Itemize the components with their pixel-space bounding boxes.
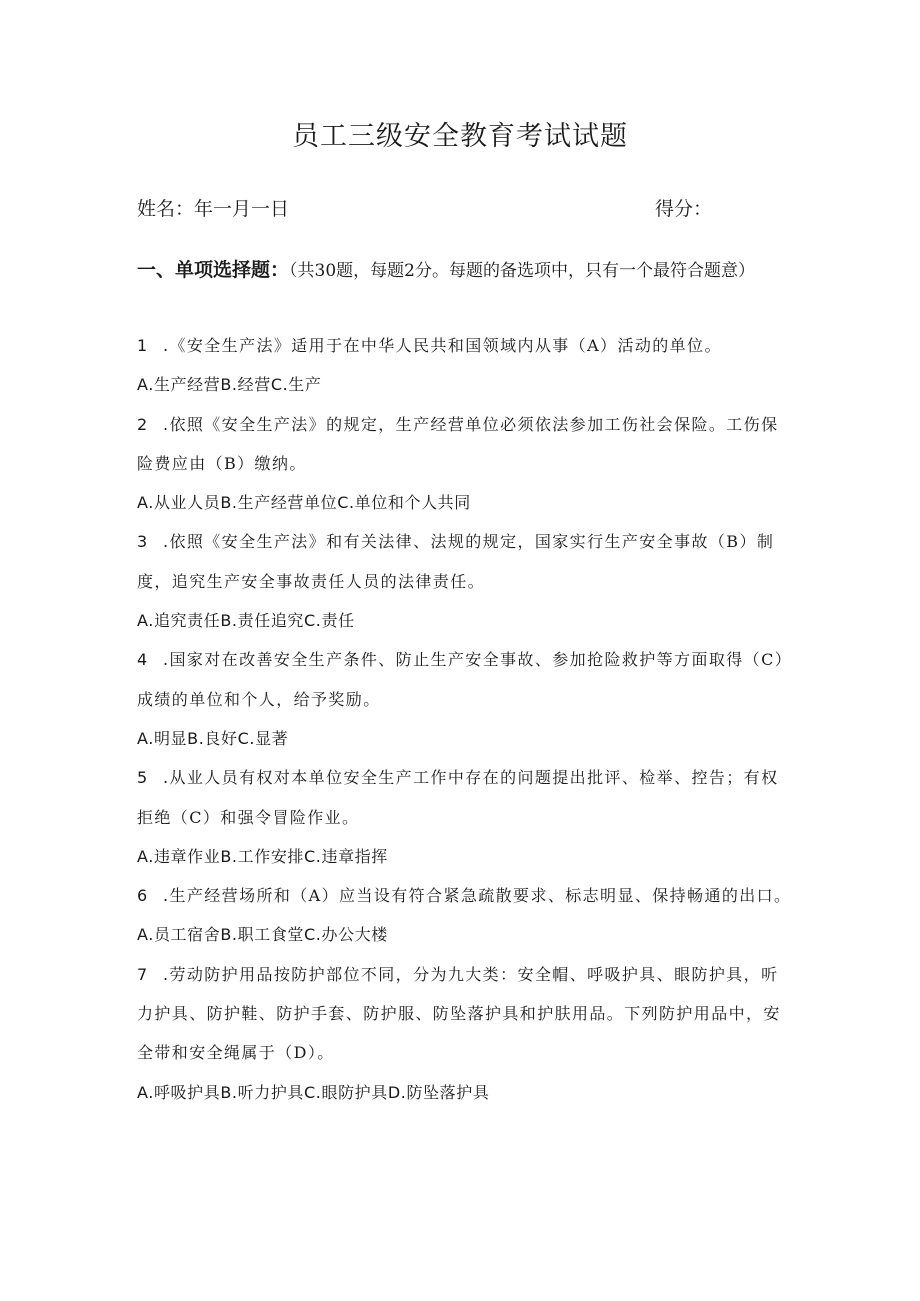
question-options: A.生产经营B.经营C.生产 <box>137 375 322 395</box>
question-text <box>137 640 792 719</box>
question-number: 1 <box>137 336 149 355</box>
question-number: 6 <box>137 886 149 906</box>
question-options: A.明显B.良好C.显著 <box>137 728 289 748</box>
question-number: 5 <box>137 768 149 788</box>
question-body: .国家对在改善安全生产条件、防止生产安全事故、参加抢险救护等方面取得（C）成绩的单位和个人，给予奖励。 <box>137 650 785 709</box>
question-item <box>137 326 792 405</box>
question-text <box>137 955 792 1073</box>
question-number: 4 <box>137 650 149 670</box>
question-text <box>137 326 792 365</box>
section-heading <box>137 252 792 290</box>
question-options: A.呼吸护具B.听力护具C.眼防护具D.防坠落护具 <box>137 1082 490 1102</box>
info-row <box>137 194 717 221</box>
question-body: .从业人员有权对本单位安全生产工作中存在的问题提出批评、检举、控告；有权拒绝（C）和强令冒险作业。 <box>137 768 779 827</box>
question-number: 3 <box>137 532 149 552</box>
question-body: .生产经营场所和（A）应当设有符合紧急疏散要求、标志明显、保持畅通的出口。 <box>163 886 792 906</box>
question-options: A.从业人员B.生产经营单位C.单位和个人共同 <box>137 493 471 513</box>
section-title: 一、单项选择题： <box>137 259 290 281</box>
page-title: 员工三级安全教育考试试题 <box>292 121 628 152</box>
question-body: .依照《安全生产法》和有关法律、法规的规定，国家实行生产安全事故（B）制度，追究生产安全事故责任人员的法律责任。 <box>137 532 775 591</box>
question-item <box>137 405 792 523</box>
question-text <box>137 876 792 915</box>
question-body: .《安全生产法》适用于在中华人民共和国领域内从事（A）活动的单位。 <box>163 336 722 355</box>
question-text <box>137 758 792 837</box>
section-instruction: （共30题，每题2分。每题的备选项中，只有一个最符合题意） <box>289 261 755 281</box>
question-body: .劳动防护用品按防护部位不同，分为九大类：安全帽、呼吸护具、眼防护具，听力护具、防护鞋、防护手套、防护服、防坠落护具和护肤用品。下列防护用品中，安全带和安全绳属于（D）。 <box>137 964 781 1063</box>
question-number: 2 <box>137 414 149 434</box>
question-options: A.违章作业B.工作安排C.违章指挥 <box>137 846 388 866</box>
question-text <box>137 522 792 601</box>
question-item <box>137 640 792 758</box>
question-item <box>137 955 792 1112</box>
question-number: 7 <box>137 964 149 984</box>
question-list <box>137 326 792 1112</box>
name-date-line: 姓名：年一月一日 <box>137 198 290 220</box>
question-options: A.员工宿舍B.职工食堂C.办公大楼 <box>137 925 388 945</box>
question-item <box>137 522 792 640</box>
question-text <box>137 405 792 484</box>
score-label: 得分： <box>655 198 713 220</box>
question-item <box>137 758 792 876</box>
question-options: A.追究责任B.责任追究C.责任 <box>137 611 355 631</box>
question-item <box>137 876 792 955</box>
question-body: .依照《安全生产法》的规定，生产经营单位必须依法参加工伤社会保险。工伤保险费应由（B）缴纳。 <box>137 414 779 473</box>
